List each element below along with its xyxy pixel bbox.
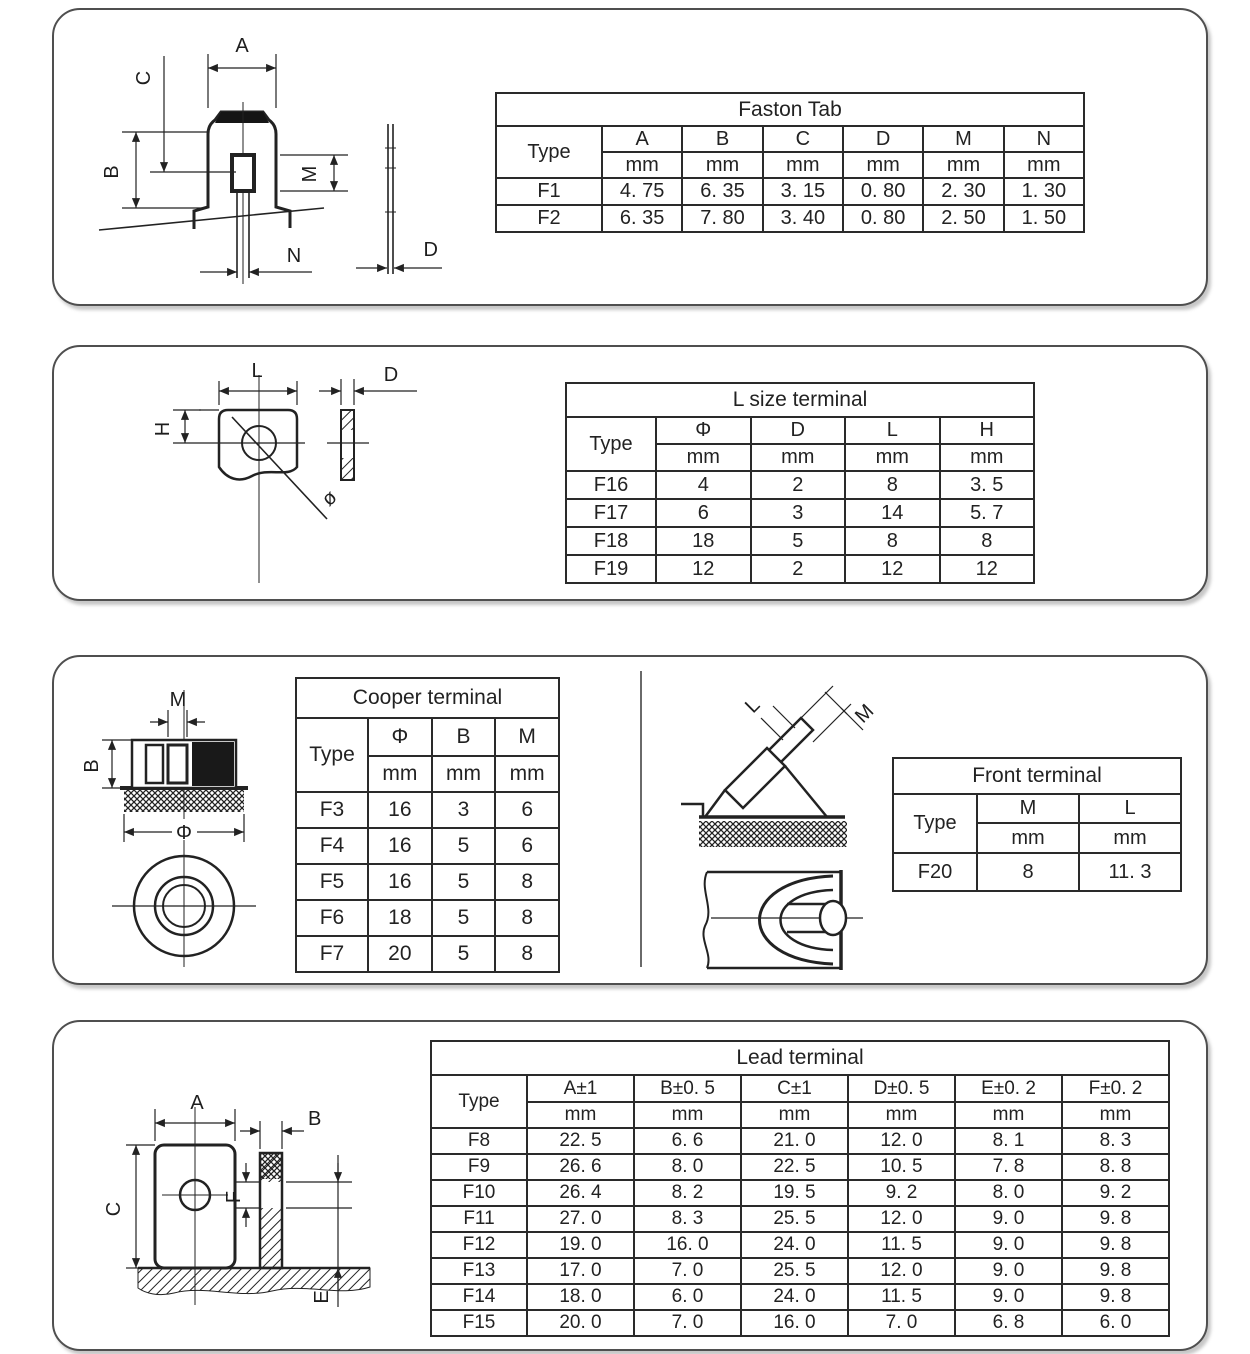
unit-cell: mm bbox=[1004, 152, 1084, 178]
value-cell: 8. 0 bbox=[634, 1154, 741, 1180]
value-cell: 6 bbox=[495, 792, 559, 828]
table-header-row bbox=[296, 718, 559, 756]
value-cell: 16. 0 bbox=[741, 1310, 848, 1336]
row-type-cell: F17 bbox=[566, 499, 656, 527]
value-cell: 2. 50 bbox=[923, 205, 1003, 232]
unit-cell: mm bbox=[634, 1102, 741, 1128]
value-cell: 1. 50 bbox=[1004, 205, 1084, 232]
value-cell: 5 bbox=[751, 527, 846, 555]
panel-lead-terminal bbox=[52, 1020, 1208, 1351]
value-cell: 7. 0 bbox=[634, 1258, 741, 1284]
value-cell: 3 bbox=[751, 499, 846, 527]
value-cell: 9. 0 bbox=[955, 1258, 1062, 1284]
column-header-type: Type bbox=[893, 794, 977, 853]
row-type-cell: F3 bbox=[296, 792, 368, 828]
l-size-terminal-drawing bbox=[99, 355, 459, 595]
value-cell: 2 bbox=[751, 555, 846, 583]
dimension-b bbox=[101, 132, 208, 208]
value-cell: 6. 8 bbox=[955, 1310, 1062, 1336]
dim-label-phi: ø bbox=[317, 486, 342, 511]
value-cell: 9. 2 bbox=[848, 1180, 955, 1206]
column-header: A bbox=[602, 126, 682, 152]
dim-label-m: M bbox=[169, 689, 187, 711]
value-cell: 24. 0 bbox=[741, 1232, 848, 1258]
column-header: H bbox=[940, 417, 1035, 444]
unit-cell: mm bbox=[751, 444, 846, 471]
diameter-callout bbox=[232, 417, 341, 519]
dimension-d2 bbox=[319, 364, 417, 405]
value-cell: 10. 5 bbox=[848, 1154, 955, 1180]
table-row bbox=[496, 178, 1084, 205]
column-header-type: Type bbox=[431, 1075, 527, 1128]
value-cell: 9. 8 bbox=[1062, 1206, 1169, 1232]
value-cell: 25. 5 bbox=[741, 1258, 848, 1284]
column-header: C bbox=[763, 126, 843, 152]
value-cell: 5 bbox=[432, 828, 496, 864]
unit-cell: mm bbox=[940, 444, 1035, 471]
value-cell: 11. 3 bbox=[1079, 853, 1181, 891]
dim-label-phi: Φ bbox=[176, 822, 192, 844]
cooper-terminal-drawing bbox=[74, 682, 294, 972]
value-cell: 12 bbox=[940, 555, 1035, 583]
dim-label-f: F bbox=[223, 1190, 245, 1204]
table-row bbox=[431, 1180, 1169, 1206]
value-cell: 19. 5 bbox=[741, 1180, 848, 1206]
value-cell: 9. 8 bbox=[1062, 1284, 1169, 1310]
table-row bbox=[431, 1310, 1169, 1336]
row-type-cell: F19 bbox=[566, 555, 656, 583]
value-cell: 7. 80 bbox=[682, 205, 762, 232]
table-row bbox=[296, 792, 559, 828]
table-row bbox=[566, 499, 1034, 527]
column-header: Φ bbox=[656, 417, 751, 444]
dimension-m bbox=[150, 689, 205, 737]
unit-cell: mm bbox=[955, 1102, 1062, 1128]
value-cell: 16 bbox=[368, 864, 432, 900]
unit-cell: mm bbox=[763, 152, 843, 178]
table-row bbox=[296, 864, 559, 900]
row-type-cell: F14 bbox=[431, 1284, 527, 1310]
table-row bbox=[566, 555, 1034, 583]
table-row bbox=[431, 1154, 1169, 1180]
unit-cell: mm bbox=[656, 444, 751, 471]
dim-label-c: C bbox=[133, 70, 155, 86]
table-title: Cooper terminal bbox=[296, 678, 559, 718]
value-cell: 18 bbox=[368, 900, 432, 936]
dimension-n bbox=[200, 245, 312, 272]
dim-label-d: D bbox=[383, 364, 399, 386]
table-row bbox=[893, 853, 1181, 891]
table-row bbox=[296, 828, 559, 864]
table-header-row bbox=[431, 1075, 1169, 1102]
column-header: B bbox=[682, 126, 762, 152]
row-type-cell: F12 bbox=[431, 1232, 527, 1258]
dimension-f bbox=[223, 1163, 260, 1227]
value-cell: 6. 35 bbox=[602, 205, 682, 232]
column-header-type: Type bbox=[496, 126, 602, 178]
row-type-cell: F18 bbox=[566, 527, 656, 555]
row-type-cell: F11 bbox=[431, 1206, 527, 1232]
value-cell: 2 bbox=[751, 471, 846, 499]
value-cell: 17. 0 bbox=[527, 1258, 634, 1284]
table-title: Front terminal bbox=[893, 758, 1181, 794]
front-terminal-drawing bbox=[637, 662, 897, 972]
dim-label-m: M bbox=[850, 700, 879, 728]
value-cell: 6. 35 bbox=[682, 178, 762, 205]
dim-label-d: D bbox=[423, 239, 438, 261]
value-cell: 8 bbox=[977, 853, 1079, 891]
column-header: A±1 bbox=[527, 1075, 634, 1102]
dim-label-c: C bbox=[103, 1201, 125, 1217]
table-title-row bbox=[566, 383, 1034, 417]
row-type-cell: F8 bbox=[431, 1128, 527, 1154]
unit-cell: mm bbox=[848, 1102, 955, 1128]
value-cell: 25. 5 bbox=[741, 1206, 848, 1232]
table-row bbox=[566, 471, 1034, 499]
value-cell: 8. 2 bbox=[634, 1180, 741, 1206]
front-terminal-front-view bbox=[703, 870, 863, 970]
dim-label-a: A bbox=[235, 35, 249, 57]
unit-cell: mm bbox=[682, 152, 762, 178]
value-cell: 6 bbox=[495, 828, 559, 864]
table-header-row bbox=[566, 417, 1034, 444]
dimension-m bbox=[280, 155, 348, 191]
value-cell: 8 bbox=[845, 471, 940, 499]
value-cell: 2. 30 bbox=[923, 178, 1003, 205]
value-cell: 16 bbox=[368, 792, 432, 828]
value-cell: 11. 5 bbox=[848, 1232, 955, 1258]
column-header: C±1 bbox=[741, 1075, 848, 1102]
dimension-h bbox=[152, 410, 201, 443]
column-header: N bbox=[1004, 126, 1084, 152]
table-row bbox=[296, 936, 559, 972]
value-cell: 7. 8 bbox=[955, 1154, 1062, 1180]
value-cell: 4. 75 bbox=[602, 178, 682, 205]
column-header: L bbox=[845, 417, 940, 444]
value-cell: 6 bbox=[656, 499, 751, 527]
value-cell: 9. 2 bbox=[1062, 1180, 1169, 1206]
value-cell: 22. 5 bbox=[741, 1154, 848, 1180]
row-type-cell: F15 bbox=[431, 1310, 527, 1336]
unit-cell: mm bbox=[1079, 823, 1181, 853]
table-row bbox=[566, 527, 1034, 555]
value-cell: 3. 5 bbox=[940, 471, 1035, 499]
value-cell: 9. 0 bbox=[955, 1284, 1062, 1310]
value-cell: 12 bbox=[845, 555, 940, 583]
value-cell: 21. 0 bbox=[741, 1128, 848, 1154]
dim-label-h: H bbox=[152, 421, 174, 437]
value-cell: 16 bbox=[368, 828, 432, 864]
faston-tab-drawing bbox=[54, 16, 494, 288]
dim-label-e: E bbox=[311, 1290, 333, 1304]
value-cell: 20 bbox=[368, 936, 432, 972]
ground-section bbox=[138, 1268, 370, 1295]
value-cell: 8 bbox=[495, 936, 559, 972]
value-cell: 26. 6 bbox=[527, 1154, 634, 1180]
angled-terminal-view bbox=[681, 686, 878, 847]
unit-cell: mm bbox=[923, 152, 1003, 178]
value-cell: 20. 0 bbox=[527, 1310, 634, 1336]
table-title-row bbox=[893, 758, 1181, 794]
panel-faston-tab bbox=[52, 8, 1208, 306]
table-header-row bbox=[893, 794, 1181, 823]
row-type-cell: F9 bbox=[431, 1154, 527, 1180]
unit-cell: mm bbox=[977, 823, 1079, 853]
row-type-cell: F4 bbox=[296, 828, 368, 864]
value-cell: 5 bbox=[432, 864, 496, 900]
dimension-d bbox=[356, 239, 442, 268]
unit-cell: mm bbox=[432, 756, 496, 792]
value-cell: 3 bbox=[432, 792, 496, 828]
value-cell: 5. 7 bbox=[940, 499, 1035, 527]
lead-terminal-drawing bbox=[100, 1063, 440, 1311]
value-cell: 6. 0 bbox=[1062, 1310, 1169, 1336]
table-title: L size terminal bbox=[566, 383, 1034, 417]
row-type-cell: F16 bbox=[566, 471, 656, 499]
row-type-cell: F1 bbox=[496, 178, 602, 205]
dimension-c bbox=[103, 1145, 155, 1268]
value-cell: 8. 3 bbox=[634, 1206, 741, 1232]
value-cell: 8 bbox=[845, 527, 940, 555]
value-cell: 0. 80 bbox=[843, 205, 923, 232]
front-terminal-table bbox=[892, 757, 1182, 892]
dimension-b bbox=[81, 740, 132, 788]
table-title-row bbox=[296, 678, 559, 718]
panel-cooper-front-terminal bbox=[52, 655, 1208, 985]
dim-label-b: B bbox=[81, 759, 103, 773]
value-cell: 16. 0 bbox=[634, 1232, 741, 1258]
value-cell: 8. 0 bbox=[955, 1180, 1062, 1206]
value-cell: 22. 5 bbox=[527, 1128, 634, 1154]
value-cell: 12 bbox=[656, 555, 751, 583]
row-type-cell: F6 bbox=[296, 900, 368, 936]
table-row bbox=[496, 205, 1084, 232]
faston-tab-side-view bbox=[385, 124, 396, 274]
table-row bbox=[431, 1128, 1169, 1154]
dimension-l bbox=[219, 360, 297, 405]
value-cell: 1. 30 bbox=[1004, 178, 1084, 205]
table-header-row bbox=[496, 126, 1084, 152]
unit-cell: mm bbox=[1062, 1102, 1169, 1128]
value-cell: 0. 80 bbox=[843, 178, 923, 205]
unit-cell: mm bbox=[741, 1102, 848, 1128]
dim-label-b: B bbox=[308, 1108, 322, 1130]
dim-label-n: N bbox=[286, 245, 302, 267]
column-header: M bbox=[495, 718, 559, 756]
table-title-row bbox=[431, 1041, 1169, 1075]
column-header: B±0. 5 bbox=[634, 1075, 741, 1102]
table-row bbox=[431, 1206, 1169, 1232]
value-cell: 27. 0 bbox=[527, 1206, 634, 1232]
value-cell: 3. 40 bbox=[763, 205, 843, 232]
unit-cell: mm bbox=[495, 756, 559, 792]
column-header-type: Type bbox=[566, 417, 656, 471]
column-header: B bbox=[432, 718, 496, 756]
value-cell: 7. 0 bbox=[848, 1310, 955, 1336]
value-cell: 8. 3 bbox=[1062, 1128, 1169, 1154]
row-type-cell: F7 bbox=[296, 936, 368, 972]
cooper-terminal-table bbox=[295, 677, 560, 973]
row-type-cell: F2 bbox=[496, 205, 602, 232]
table-row bbox=[431, 1232, 1169, 1258]
row-type-cell: F5 bbox=[296, 864, 368, 900]
column-header: F±0. 2 bbox=[1062, 1075, 1169, 1102]
value-cell: 9. 8 bbox=[1062, 1258, 1169, 1284]
faston-tab-table bbox=[495, 92, 1085, 233]
table-title: Lead terminal bbox=[431, 1041, 1169, 1075]
value-cell: 5 bbox=[432, 900, 496, 936]
column-header: D±0. 5 bbox=[848, 1075, 955, 1102]
dimension-b bbox=[240, 1108, 321, 1149]
value-cell: 3. 15 bbox=[763, 178, 843, 205]
column-header: M bbox=[923, 126, 1003, 152]
value-cell: 8 bbox=[495, 900, 559, 936]
table-title: Faston Tab bbox=[496, 93, 1084, 126]
value-cell: 7. 0 bbox=[634, 1310, 741, 1336]
value-cell: 6. 6 bbox=[634, 1128, 741, 1154]
value-cell: 9. 0 bbox=[955, 1232, 1062, 1258]
row-type-cell: F10 bbox=[431, 1180, 527, 1206]
column-header: M bbox=[977, 794, 1079, 823]
unit-cell: mm bbox=[368, 756, 432, 792]
panel-l-size-terminal bbox=[52, 345, 1208, 601]
value-cell: 4 bbox=[656, 471, 751, 499]
dim-label-m: M bbox=[299, 165, 321, 183]
value-cell: 8. 8 bbox=[1062, 1154, 1169, 1180]
table-row bbox=[296, 900, 559, 936]
l-size-terminal-table bbox=[565, 382, 1035, 584]
unit-cell: mm bbox=[843, 152, 923, 178]
unit-cell: mm bbox=[527, 1102, 634, 1128]
lead-terminal-table bbox=[430, 1040, 1170, 1337]
column-header-type: Type bbox=[296, 718, 368, 792]
table-row bbox=[431, 1258, 1169, 1284]
value-cell: 18. 0 bbox=[527, 1284, 634, 1310]
column-header: D bbox=[751, 417, 846, 444]
value-cell: 8 bbox=[940, 527, 1035, 555]
value-cell: 12. 0 bbox=[848, 1258, 955, 1284]
unit-cell: mm bbox=[845, 444, 940, 471]
column-header: D bbox=[843, 126, 923, 152]
dim-label-b: B bbox=[101, 165, 123, 179]
column-header: E±0. 2 bbox=[955, 1075, 1062, 1102]
value-cell: 14 bbox=[845, 499, 940, 527]
unit-cell: mm bbox=[602, 152, 682, 178]
dim-label-a: A bbox=[190, 1092, 204, 1114]
value-cell: 8. 1 bbox=[955, 1128, 1062, 1154]
value-cell: 8 bbox=[495, 864, 559, 900]
value-cell: 18 bbox=[656, 527, 751, 555]
dimension-a bbox=[208, 35, 276, 108]
value-cell: 19. 0 bbox=[527, 1232, 634, 1258]
row-type-cell: F13 bbox=[431, 1258, 527, 1284]
dim-label-l: L bbox=[251, 360, 263, 382]
column-header: L bbox=[1079, 794, 1181, 823]
value-cell: 12. 0 bbox=[848, 1128, 955, 1154]
value-cell: 12. 0 bbox=[848, 1206, 955, 1232]
value-cell: 6. 0 bbox=[634, 1284, 741, 1310]
value-cell: 5 bbox=[432, 936, 496, 972]
value-cell: 9. 8 bbox=[1062, 1232, 1169, 1258]
column-header: Φ bbox=[368, 718, 432, 756]
value-cell: 9. 0 bbox=[955, 1206, 1062, 1232]
table-row bbox=[431, 1284, 1169, 1310]
value-cell: 24. 0 bbox=[741, 1284, 848, 1310]
row-type-cell: F20 bbox=[893, 853, 977, 891]
table-unit-row bbox=[431, 1102, 1169, 1128]
plate-side-view bbox=[327, 410, 369, 480]
table-title-row bbox=[496, 93, 1084, 126]
dim-label-l: L bbox=[740, 694, 765, 718]
value-cell: 11. 5 bbox=[848, 1284, 955, 1310]
value-cell: 26. 4 bbox=[527, 1180, 634, 1206]
lead-post bbox=[256, 1153, 286, 1268]
